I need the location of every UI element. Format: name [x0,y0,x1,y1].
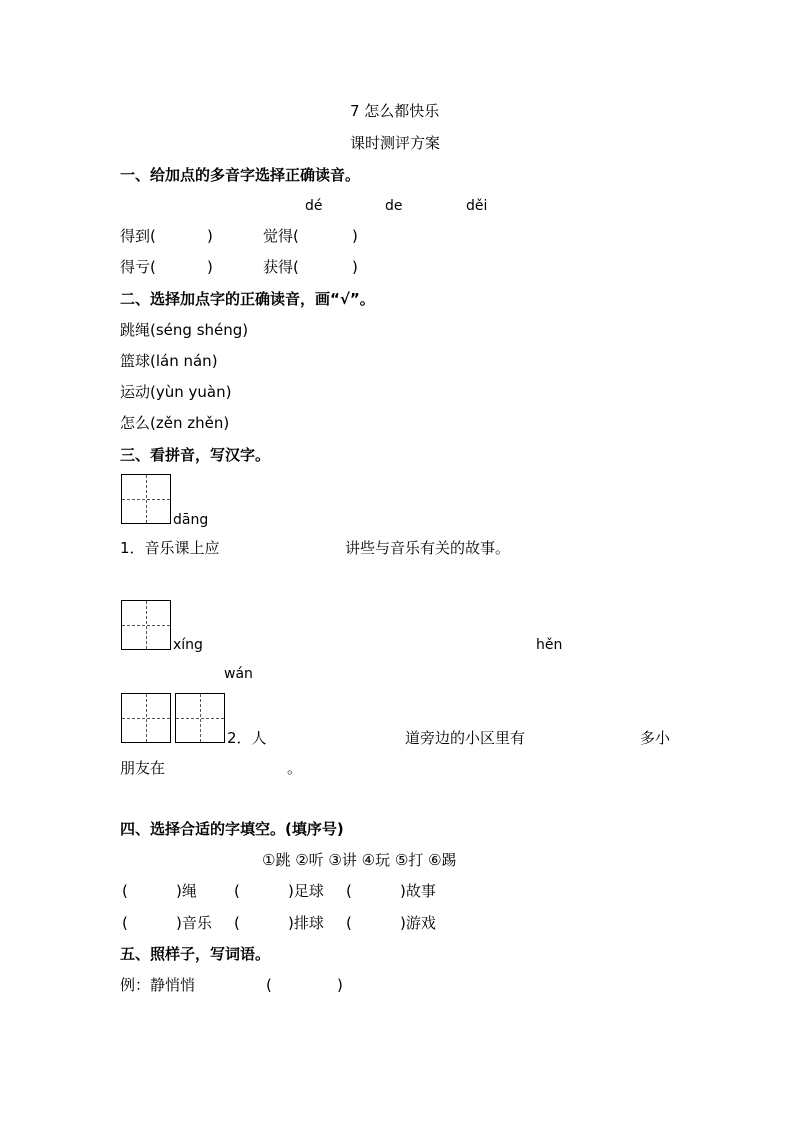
section2-heading: 二、选择加点字的正确读音，画“√”。 [120,290,375,308]
answer-paren-close: ) [337,976,343,994]
pinyin-hen: hěn [536,637,563,653]
section3-heading: 三、看拼音，写汉字。 [120,446,271,464]
word-juede: 觉得( [263,227,299,245]
word-dekui: 得亏( [120,258,156,276]
pinyin-wan: wán [224,666,253,682]
paren-close: ) [207,258,213,276]
paren-open: ( [234,882,240,900]
choices-list: ①跳 ②听 ③讲 ④玩 ⑤打 ⑥踢 [262,851,457,869]
paren-open: ( [234,914,240,932]
section5-heading: 五、照样子，写词语。 [120,945,271,963]
section1-heading: 一、给加点的多音字选择正确读音。 [120,166,361,184]
item-paiqiu: )排球 [288,914,324,932]
item-yinyue: )音乐 [176,914,212,932]
option-dei3: děi [466,198,488,214]
page-title: 7 怎么都快乐 [350,102,440,120]
page-subtitle: 课时测评方案 [350,134,441,152]
item-youxi: )游戏 [400,914,436,932]
paren-close: ) [352,258,358,276]
word-huode: 获得( [263,258,299,276]
answer-paren-open: ( [266,976,272,994]
paren-open: ( [122,914,128,932]
writing-grid-box[interactable] [175,693,225,743]
q2-part2: 道旁边的小区里有 [405,729,526,747]
pinyin-xing: xíng [173,637,203,653]
q1-after: 讲些与音乐有关的故事。 [345,539,511,557]
item-zuqiu: )足球 [288,882,324,900]
section4-heading: 四、选择合适的字填空。(填序号) [120,820,344,838]
q2-part3: 多小 [640,729,671,747]
word-dedao: 得到( [120,227,156,245]
paren-open: ( [346,882,352,900]
paren-open: ( [122,882,128,900]
item-tiaosheng: 跳绳(séng shéng) [120,321,249,339]
writing-grid-box[interactable] [121,474,171,524]
paren-close: ) [207,227,213,245]
paren-close: ) [352,227,358,245]
option-de: de [385,198,403,214]
pinyin-dang: dāng [173,512,209,528]
q2-line2b: 。 [287,759,303,777]
q2-part1: 2．人 [227,729,267,747]
writing-grid-box[interactable] [121,600,171,650]
q1-before: 1．音乐课上应 [120,539,220,557]
item-sheng: )绳 [176,882,197,900]
paren-open: ( [346,914,352,932]
item-gushi: )故事 [400,882,436,900]
example-word: 例：静悄悄 [120,976,196,994]
item-yundong: 运动(yùn yuàn) [120,383,232,401]
q2-line2a: 朋友在 [120,759,166,777]
item-lanqiu: 篮球(lán nán) [120,352,218,370]
writing-grid-box[interactable] [121,693,171,743]
option-de2: dé [305,198,323,214]
item-zenme: 怎么(zěn zhěn) [120,414,230,432]
